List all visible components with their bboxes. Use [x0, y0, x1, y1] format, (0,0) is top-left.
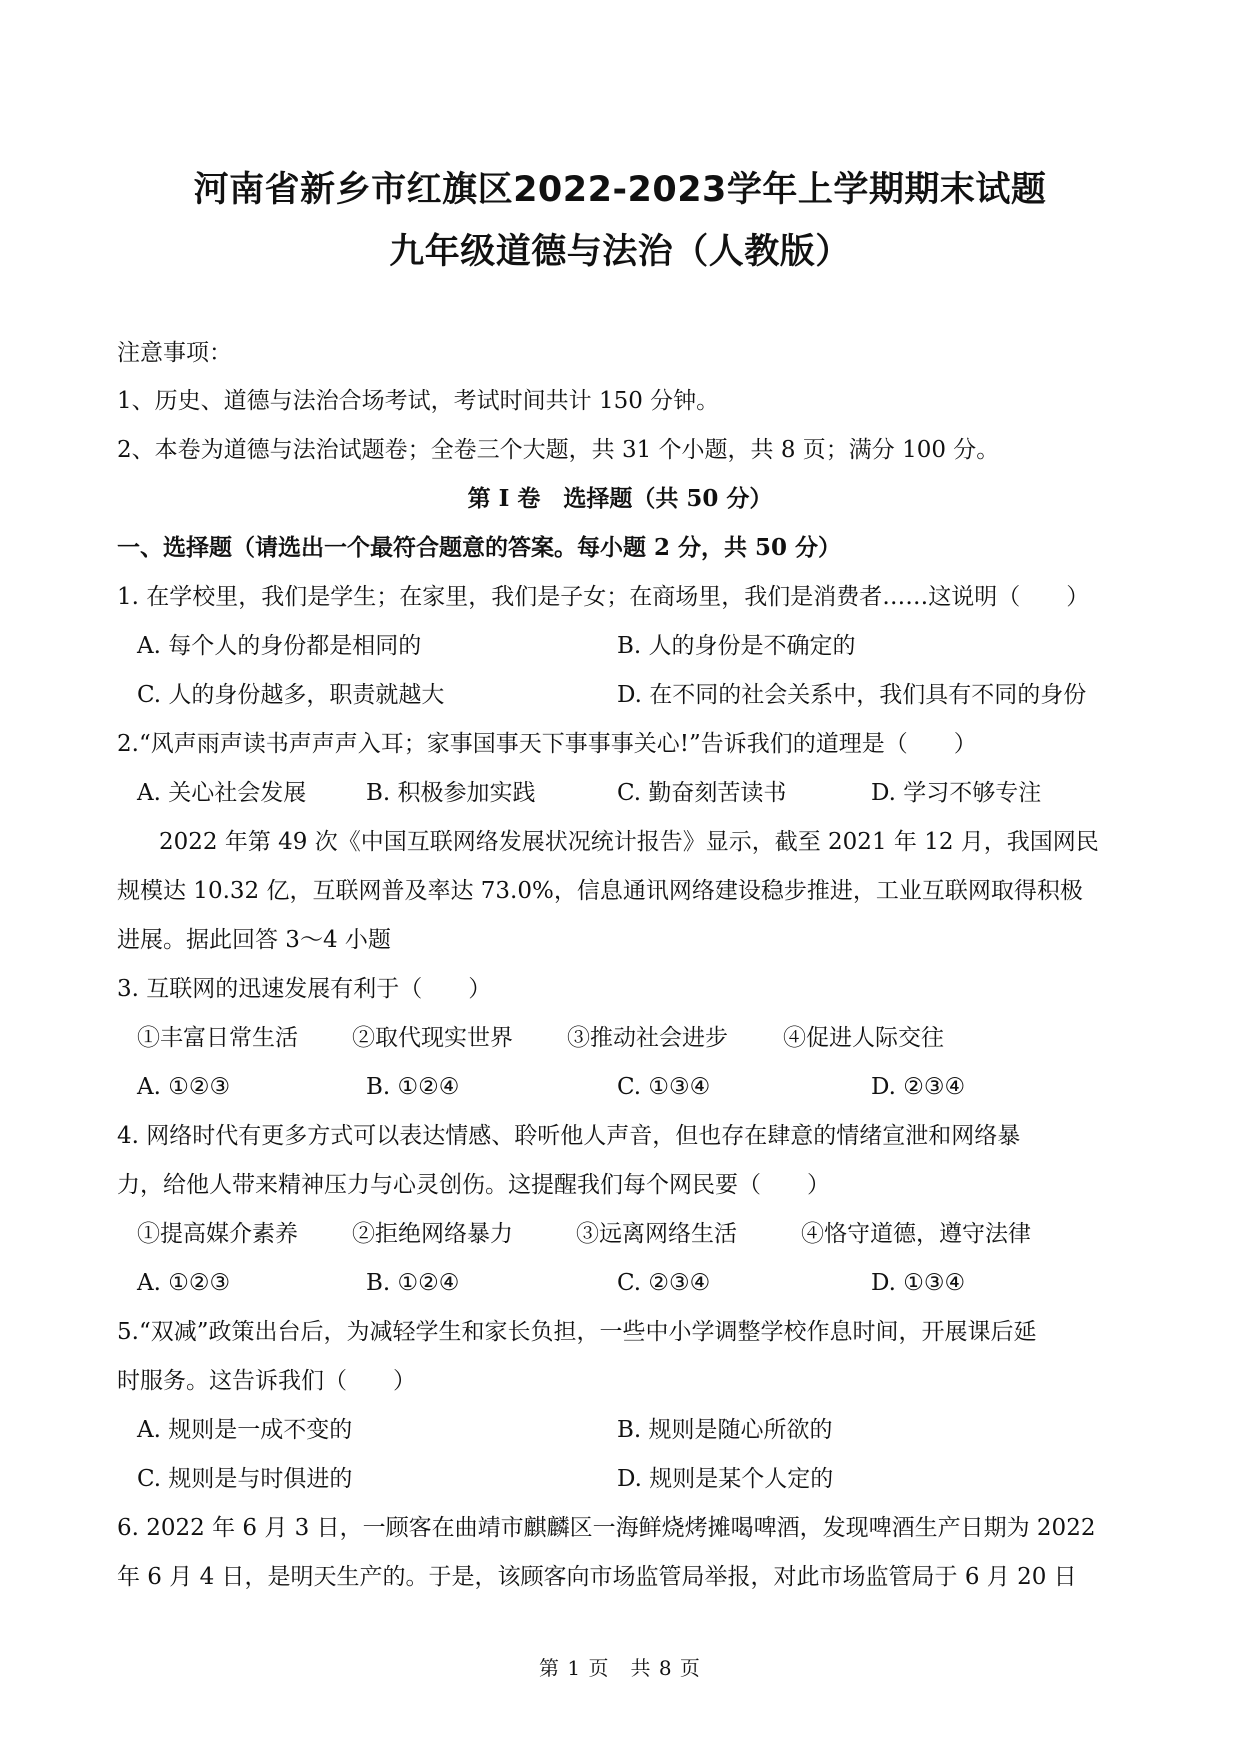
q3-stem: 3. 互联网的迅速发展有利于（ ） — [117, 976, 492, 1002]
q4-statement-4: ④恪守道德，遵守法律 — [801, 1221, 1031, 1247]
q4-option-a: A. ①②③ — [137, 1270, 231, 1296]
q4-option-d: D. ①③④ — [871, 1270, 966, 1296]
q5-option-b: B. 规则是随心所欲的 — [617, 1417, 833, 1443]
q4-option-c: C. ②③④ — [617, 1270, 711, 1296]
q4-option-b: B. ①②④ — [366, 1270, 460, 1296]
q4-statement-3: ③远离网络生活 — [576, 1221, 737, 1247]
q1-option-c: C. 人的身份越多，职责就越大 — [137, 682, 445, 708]
q4-stem-line-1: 4. 网络时代有更多方式可以表达情感、聆听他人声音，但也存在肆意的情绪宣泄和网络暴 — [117, 1123, 1021, 1149]
material-line-3: 进展。据此回答 3～4 小题 — [117, 927, 391, 953]
material-line-2: 规模达 10.32 亿，互联网普及率达 73.0%，信息通讯网络建设稳步推进，工业互联网取得积极 — [117, 878, 1083, 904]
q3-statement-2: ②取代现实世界 — [352, 1025, 513, 1051]
q6-stem-line-2: 年 6 月 4 日，是明天生产的。于是，该顾客向市场监管局举报，对此市场监管局于 6 月 20 日 — [117, 1564, 1077, 1590]
material-line-1: 2022 年第 49 次《中国互联网络发展状况统计报告》显示，截至 2021 年 12 月，我国网民 — [159, 829, 1099, 855]
section-instructions: 一、选择题（请选出一个最符合题意的答案。每小题 2 分，共 50 分） — [117, 534, 842, 561]
q5-option-a: A. 规则是一成不变的 — [137, 1417, 353, 1443]
q1-option-b: B. 人的身份是不确定的 — [617, 633, 856, 659]
q3-option-c: C. ①③④ — [617, 1074, 711, 1100]
exam-title: 河南省新乡市红旗区2022-2023学年上学期期末试题 — [193, 170, 1047, 210]
q5-option-d: D. 规则是某个人定的 — [617, 1466, 834, 1492]
q3-statement-1: ①丰富日常生活 — [137, 1025, 298, 1051]
q4-stem-line-2: 力，给他人带来精神压力与心灵创伤。这提醒我们每个网民要（ ） — [117, 1172, 830, 1198]
page-number: 第 1 页 共 8 页 — [539, 1656, 701, 1680]
exam-subtitle: 九年级道德与法治（人教版） — [389, 232, 851, 272]
q2-option-a: A. 关心社会发展 — [137, 780, 307, 806]
q2-stem: 2.“风声雨声读书声声声入耳；家事国事天下事事事关心!”告诉我们的道理是（ ） — [117, 731, 977, 757]
section-title: 第 I 卷 选择题（共 50 分） — [467, 485, 773, 512]
note-1: 1、历史、道德与法治合场考试，考试时间共计 150 分钟。 — [117, 388, 720, 414]
q5-stem-line-1: 5.“双减”政策出台后，为减轻学生和家长负担，一些中小学调整学校作息时间，开展课后延 — [117, 1319, 1037, 1345]
q2-option-c: C. 勤奋刻苦读书 — [617, 780, 787, 806]
q3-option-a: A. ①②③ — [137, 1074, 231, 1100]
q4-statement-1: ①提高媒介素养 — [137, 1221, 298, 1247]
q2-option-b: B. 积极参加实践 — [366, 780, 536, 806]
q3-statement-4: ④促进人际交往 — [783, 1025, 944, 1051]
q5-option-c: C. 规则是与时俱进的 — [137, 1466, 353, 1492]
q4-statement-2: ②拒绝网络暴力 — [352, 1221, 513, 1247]
q3-option-d: D. ②③④ — [871, 1074, 966, 1100]
q2-option-d: D. 学习不够专注 — [871, 780, 1042, 806]
q3-option-b: B. ①②④ — [366, 1074, 460, 1100]
q5-stem-line-2: 时服务。这告诉我们（ ） — [117, 1368, 416, 1394]
q1-stem: 1. 在学校里，我们是学生；在家里，我们是子女；在商场里，我们是消费者……这说明（ ） — [117, 584, 1090, 610]
notes-heading: 注意事项： — [117, 340, 232, 366]
q1-option-d: D. 在不同的社会关系中，我们具有不同的身份 — [617, 682, 1087, 708]
q6-stem-line-1: 6. 2022 年 6 月 3 日，一顾客在曲靖市麒麟区一海鲜烧烤摊喝啤酒，发现啤酒生产日期为 2022 — [117, 1515, 1096, 1541]
q1-option-a: A. 每个人的身份都是相同的 — [137, 633, 422, 659]
q3-statement-3: ③推动社会进步 — [567, 1025, 728, 1051]
note-2: 2、本卷为道德与法治试题卷；全卷三个大题，共 31 个小题，共 8 页；满分 100 分。 — [117, 437, 1000, 463]
